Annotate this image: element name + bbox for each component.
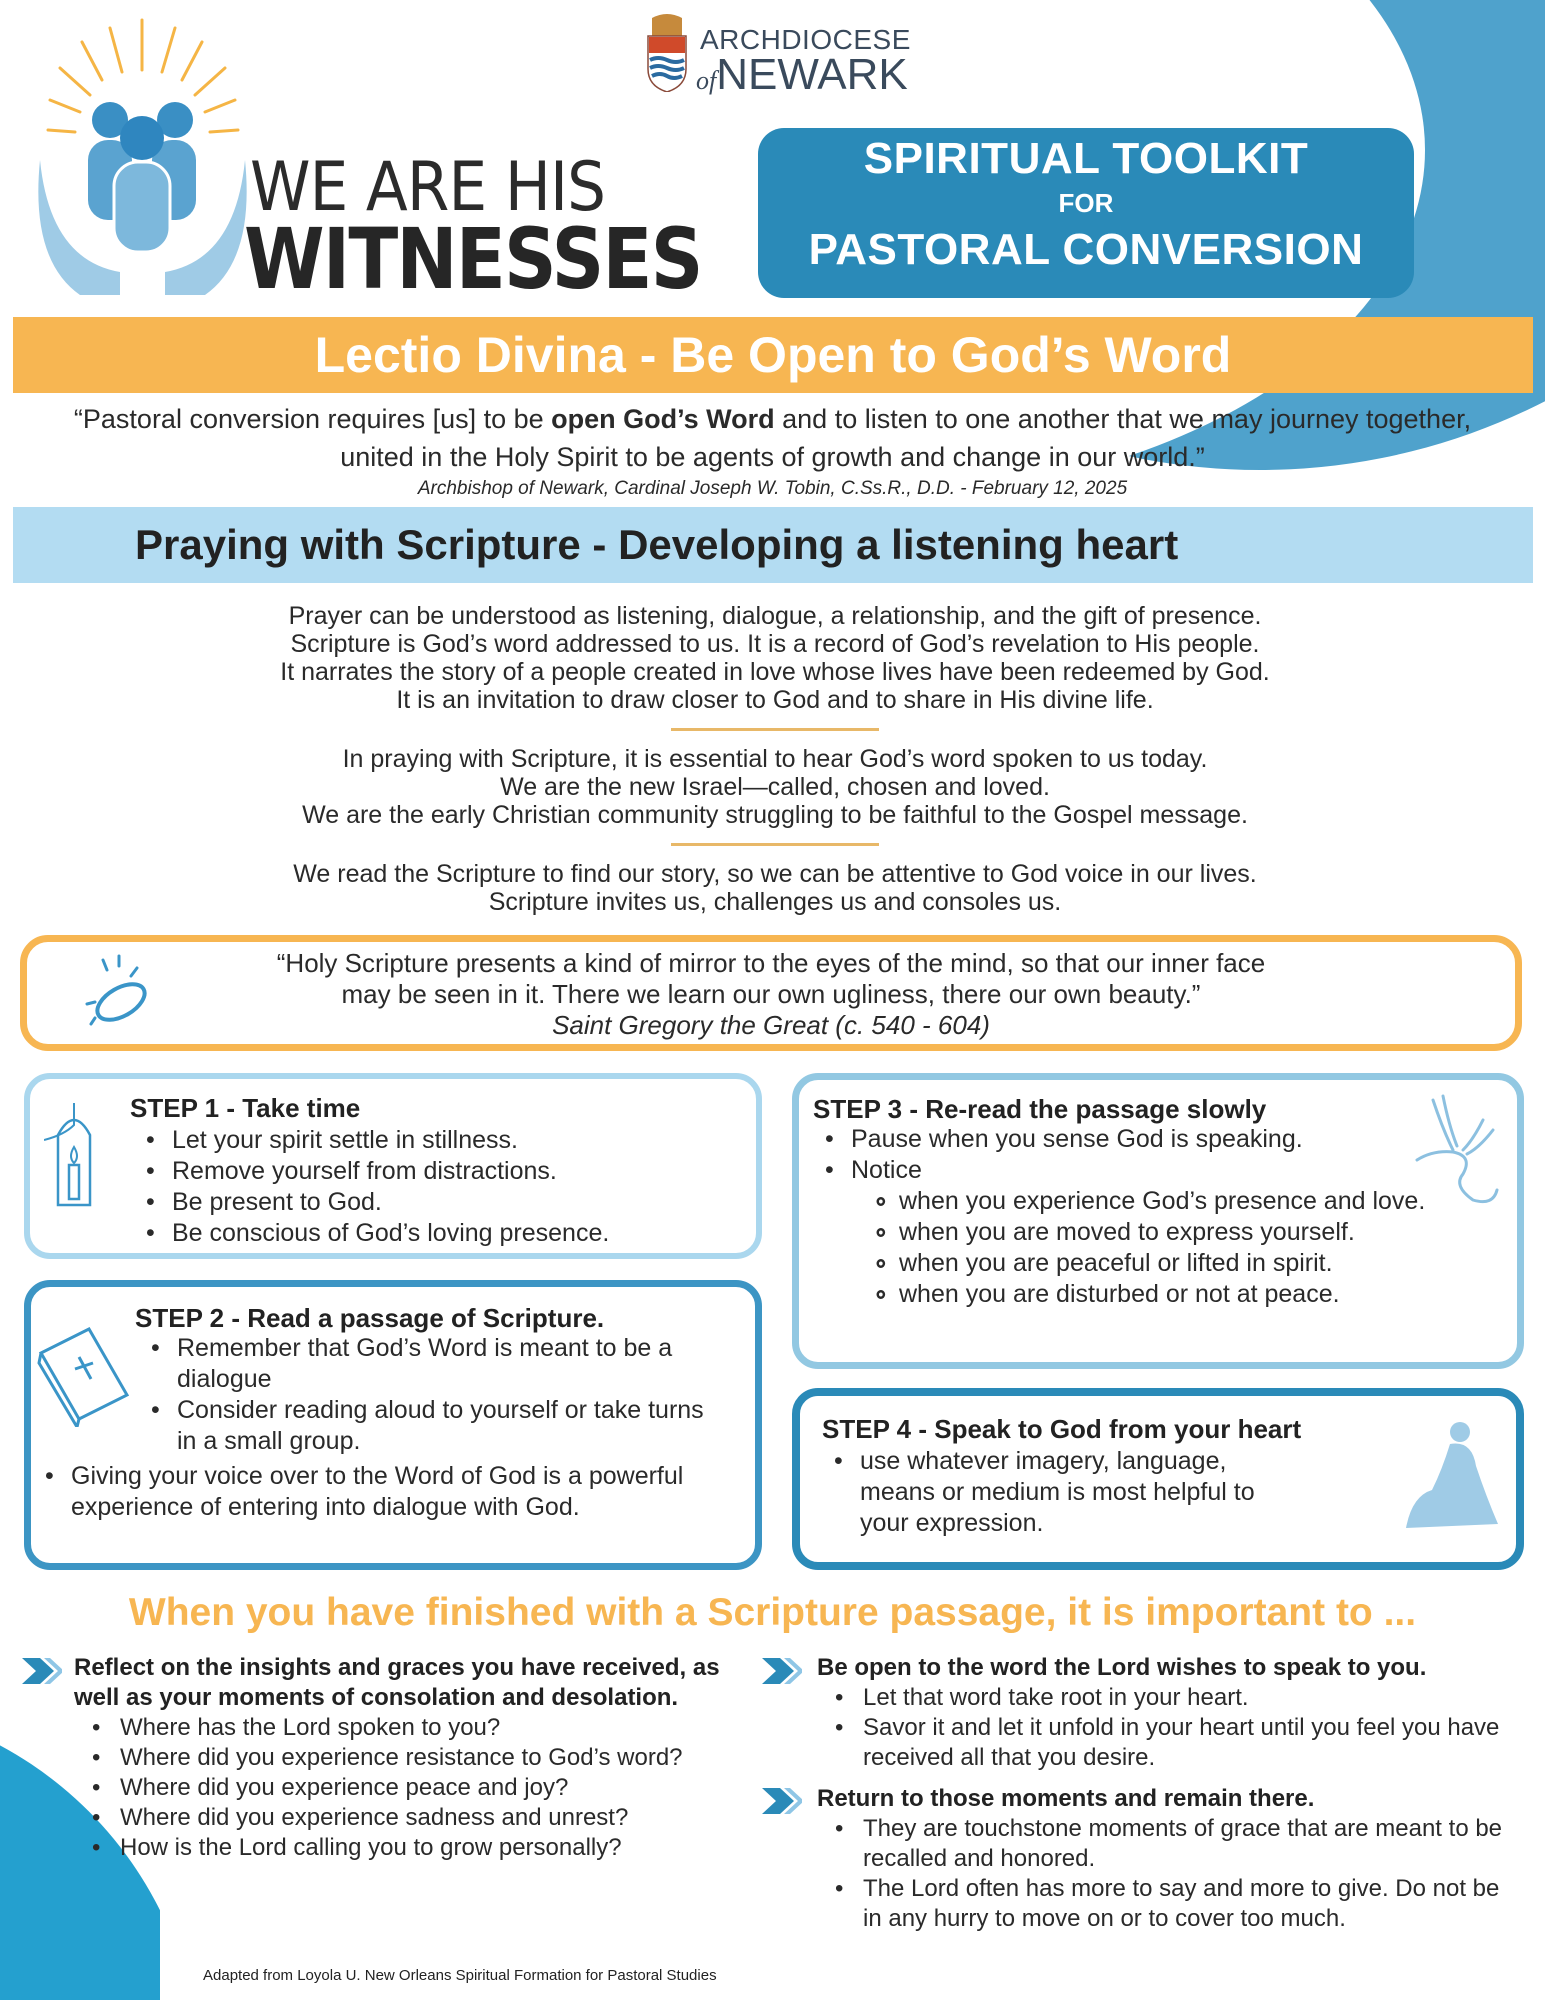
candle-icon <box>44 1095 104 1215</box>
reflect-heading: Reflect on the insights and graces you have received, as well as your moments of consolation and desolation. <box>74 1654 720 1711</box>
toolkit-subtitle: PASTORAL CONVERSION <box>808 225 1364 274</box>
step-2-card <box>24 1280 762 1570</box>
step-1-card <box>24 1073 762 1259</box>
reflect-section <box>74 1653 724 1863</box>
step-3-list <box>821 1124 1461 1310</box>
step-2-list-outer <box>41 1461 701 1523</box>
coat-of-arms-icon <box>644 14 690 92</box>
step-4-card <box>792 1388 1524 1570</box>
list-item: • Let that word take root in your heart. <box>833 1683 1517 1713</box>
sub-list-item: ∘ when you are disturbed or not at peace. <box>821 1279 1461 1310</box>
list-item: • Let your spirit settle in stillness. <box>142 1125 609 1156</box>
step-2-list <box>147 1333 727 1457</box>
tobin-quote-text: “Pastoral conversion requires [us] to be open God’s Word and to listen to one another that we may journey together, united in the Holy Spirit to be agents of growth and change in our world.” <box>73 404 1472 472</box>
return-list <box>817 1814 1507 1934</box>
list-item: • Be present to God. <box>142 1187 609 1218</box>
list-item: • Where did you experience sadness and unrest? <box>90 1803 724 1833</box>
list-item: • use whatever imagery, language, means or medium is most helpful to your expression. <box>830 1446 1300 1539</box>
step-4-title: STEP 4 - Speak to God from your heart <box>822 1414 1302 1444</box>
tobin-quote-attribution: Archbishop of Newark, Cardinal Joseph W. Tobin, C.Ss.R., D.D. - February 12, 2025 <box>417 478 1128 499</box>
sub-list-item: ∘ when you are moved to express yourself. <box>821 1217 1461 1248</box>
sub-list-item: ∘ when you are peaceful or lifted in spirit. <box>821 1248 1461 1279</box>
praying-with-scripture-title: Praying with Scripture - Developing a listening heart <box>13 507 1533 583</box>
toolkit-for: FOR <box>1058 188 1114 218</box>
gregory-quote-line-1: “Holy Scripture presents a kind of mirror to the eyes of the mind, so that our inner face <box>276 948 1266 978</box>
divider <box>671 843 879 846</box>
intro-paragraph-1: Prayer can be understood as listening, dialogue, a relationship, and the gift of presence. Scripture is God’s word addressed to us. It is a record of God’s revelation to His people. It narrates the story of a people created in love whose lives have been redeemed by God. It is an invitation to draw closer to God and to share in His divine life. <box>280 602 1270 714</box>
chevron-right-icon <box>762 1788 802 1814</box>
list-item: • They are touchstone moments of grace that are meant to be recalled and honored. <box>833 1814 1507 1874</box>
list-item: • The Lord often has more to say and more to give. Do not be in any hurry to move on or to cover too much. <box>833 1874 1507 1934</box>
logo-text-we-are-his: WE ARE HIS <box>250 148 606 227</box>
we-are-his-witnesses-logo <box>30 10 730 308</box>
chevron-right-icon <box>762 1658 802 1684</box>
list-item: • How is the Lord calling you to grow personally? <box>90 1833 724 1863</box>
archdiocese-text: ARCHDIOCESE <box>700 24 911 55</box>
list-item: • Remember that God’s Word is meant to be a dialogue <box>147 1333 727 1395</box>
list-item: • Giving your voice over to the Word of God is a powerful experience of entering into dialogue with God. <box>41 1461 701 1523</box>
bible-icon <box>35 1317 131 1427</box>
chevron-right-icon <box>22 1658 62 1684</box>
spiritual-toolkit-banner <box>758 128 1414 298</box>
step-1-title: STEP 1 - Take time <box>130 1093 361 1123</box>
toolkit-title: SPIRITUAL TOOLKIT <box>863 134 1309 183</box>
divider <box>671 728 879 731</box>
step-1-list <box>142 1125 609 1249</box>
praying-intro <box>150 602 1400 930</box>
list-item: • Where did you experience resistance to God’s word? <box>90 1743 724 1773</box>
return-heading: Return to those moments and remain there. <box>817 1785 1315 1812</box>
gregory-attribution: Saint Gregory the Great (c. 540 - 604) <box>552 1010 990 1040</box>
intro-paragraph-2: In praying with Scripture, it is essential to hear God’s word spoken to us today. We are the new Israel—called, chosen and loved. We are the early Christian community struggling to be faithful to the Gospel message. <box>302 745 1248 829</box>
step-2-title: STEP 2 - Read a passage of Scripture. <box>135 1303 605 1333</box>
tobin-quote <box>40 400 1505 502</box>
step-3-title: STEP 3 - Re-read the passage slowly <box>813 1094 1267 1124</box>
list-item: • Pause when you sense God is speaking. <box>821 1124 1461 1155</box>
list-item: • Notice <box>821 1155 1461 1186</box>
list-item: • Remove yourself from distractions. <box>142 1156 609 1187</box>
logo-text-witnesses: WITNESSES <box>244 210 702 308</box>
footer-credit: Adapted from Loyola U. New Orleans Spiritual Formation for Pastoral Studies <box>203 1967 717 1984</box>
be-open-list <box>817 1683 1517 1773</box>
list-item: • Where has the Lord spoken to you? <box>90 1713 724 1743</box>
list-item: • Be conscious of God’s loving presence. <box>142 1218 609 1249</box>
halo-icon <box>81 954 161 1034</box>
be-open-section <box>817 1653 1517 1773</box>
reflect-list <box>74 1713 724 1863</box>
step-3-card <box>792 1073 1524 1369</box>
gregory-quote-line-2: may be seen in it. There we learn our own ugliness, there our own beauty.” <box>341 979 1201 1009</box>
when-finished-title: When you have finished with a Scripture passage, it is important to ... <box>128 1591 1417 1634</box>
lectio-divina-title: Lectio Divina - Be Open to God’s Word <box>13 317 1533 393</box>
newark-text: ofNEWARK <box>696 50 908 99</box>
sub-list-item: ∘ when you experience God’s presence and love. <box>821 1186 1461 1217</box>
return-section <box>817 1784 1507 1934</box>
list-item: • Where did you experience peace and joy? <box>90 1773 724 1803</box>
intro-paragraph-3: We read the Scripture to find our story, so we can be attentive to God voice in our lives. Scripture invites us, challenges us and consoles us. <box>293 860 1257 916</box>
gregory-quote-box <box>20 935 1522 1051</box>
list-item: • Consider reading aloud to yourself or take turns in a small group. <box>147 1395 727 1457</box>
be-open-heading: Be open to the word the Lord wishes to speak to you. <box>817 1654 1427 1681</box>
list-item: • Savor it and let it unfold in your heart until you feel you have received all that you desire. <box>833 1713 1517 1773</box>
hands-people-sunburst-icon <box>30 10 260 300</box>
kneeling-prayer-icon <box>1402 1416 1502 1536</box>
step-4-list <box>830 1446 1300 1539</box>
